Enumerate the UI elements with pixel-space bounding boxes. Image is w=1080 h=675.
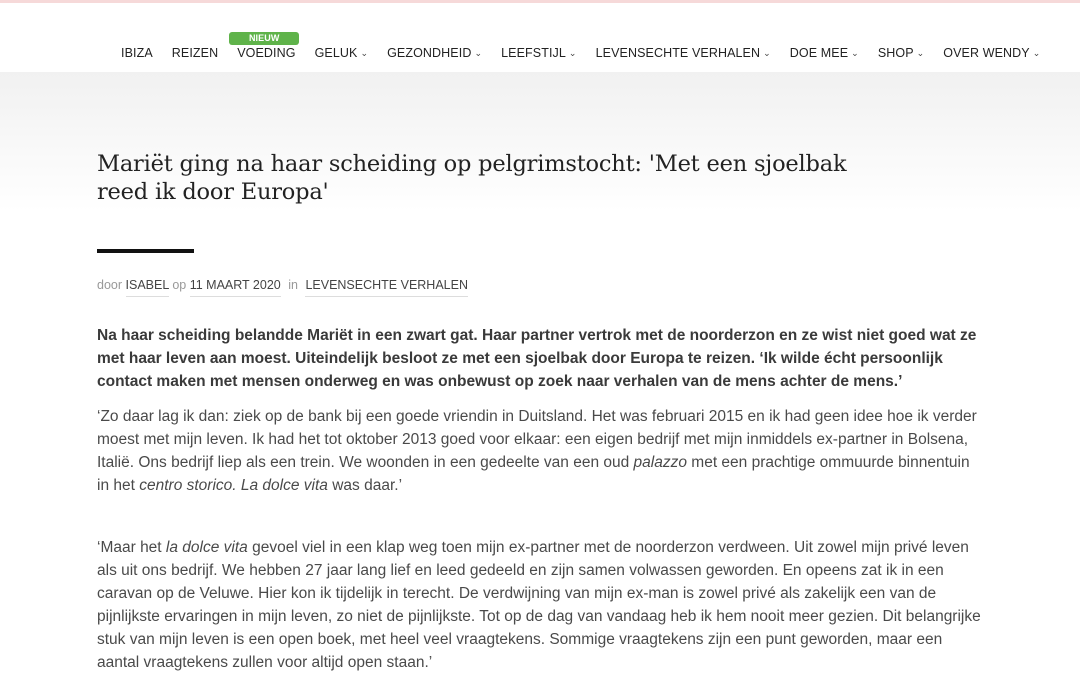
nav-item-levensechte-verhalen[interactable] — [596, 46, 771, 60]
nav-item-gezondheid[interactable] — [387, 46, 482, 60]
nav-label: LEVENSECHTE VERHALEN — [595, 46, 761, 60]
nav-item-shop[interactable] — [878, 46, 924, 60]
nav-label: OVER WENDY — [943, 46, 1030, 60]
chevron-down-icon: ⌄ — [568, 48, 577, 58]
text-segment: met een prachtige ommuurde binnentuin in het — [97, 454, 970, 494]
nav-label: GELUK — [314, 46, 358, 60]
nav-label: GEZONDHEID — [387, 46, 472, 60]
chevron-down-icon: ⌄ — [916, 48, 925, 58]
title-divider — [97, 249, 194, 253]
chevron-down-icon: ⌄ — [360, 48, 369, 58]
nav-item-geluk[interactable] — [315, 46, 369, 60]
meta-in-prefix: in — [288, 278, 298, 292]
chevron-down-icon: ⌄ — [763, 48, 771, 58]
nav-item-leefstijl[interactable] — [501, 46, 576, 60]
italic-text: la dolce vita — [165, 539, 248, 556]
article-lead: Na haar scheiding belandde Mariët in een zwart gat. Haar partner vertrok met de noorderzon en ze wist niet goed wat ze met haar leven aan moest. Uiteindelijk besloot ze met een sjoelbak door Europa te reizen. ‘Ik wilde écht persoonlijk contact maken met mensen onderweg en was onbewust op zoek naar verhalen van de mens achter de mens.’ — [97, 327, 977, 390]
nav-label: IBIZA — [121, 46, 153, 60]
meta-on-prefix: op — [172, 278, 187, 292]
meta-by-prefix: door — [97, 278, 123, 292]
author-link[interactable]: ISABEL — [126, 278, 169, 297]
italic-text: palazzo — [633, 454, 687, 471]
text-segment: gevoel viel in een klap weg toen mijn ex-partner met de noorderzon verdween. Uit zowel mijn privé leven als uit ons bedrijf. We hebben 27 jaar lang lief en leed gedeeld en zijn samen volwassen geworden. En opeens zat ik in een caravan op de Veluwe. Hier kon ik tijdelijk in terecht. De verdwijning van mijn ex-man is zowel privé als zakelijk een van de pijnlijkste ervaringen in mijn leven, zo niet de pijnlijkste. Tot op de dag van vandaag heb ik hem nooit meer gezien. Dit belangrijke stuk van mijn leven is een open boek, met heel veel vraagtekens. Sommige vraagtekens zijn een punt geworden, maar een aantal vraagtekens zullen voor altijd open staan.’ — [97, 539, 981, 671]
date-link[interactable]: 11 MAART 2020 — [190, 278, 281, 297]
nav-item-ibiza[interactable] — [121, 46, 153, 60]
text-segment: ‘Zo daar lag ik dan: ziek op de bank bij een goede vriendin in Duitsland. Het was februari 2015 en ik had geen idee hoe ik verder moest met mijn leven. Ik had het tot oktober 2013 goed voor elkaar: een eigen bedrijf met mijn inmiddels ex-partner in Bolsena, Italië. Ons bedrijf liep als een trein. We woonden in een gedeelte van een oud — [97, 408, 977, 471]
text-segment: was daar.’ — [327, 477, 403, 494]
chevron-down-icon: ⌄ — [1032, 48, 1041, 58]
nav-label: LEEFSTIJL — [501, 46, 566, 60]
nav-item-over-wendy[interactable] — [943, 46, 1040, 60]
main-navigation-bar — [0, 3, 1080, 72]
chevron-down-icon: ⌄ — [474, 48, 483, 58]
article-meta — [97, 278, 468, 292]
nav-label: REIZEN — [171, 46, 219, 60]
nav-label: DOE MEE — [789, 46, 849, 60]
nav-item-reizen[interactable] — [172, 46, 218, 60]
article-body — [97, 324, 982, 674]
chevron-down-icon: ⌄ — [851, 48, 859, 58]
article-paragraph-1 — [97, 405, 982, 497]
italic-text: centro storico. La dolce vita — [139, 477, 328, 494]
text-segment: ‘Maar het — [97, 539, 166, 556]
article-paragraph-2 — [97, 536, 982, 674]
main-menu — [121, 33, 1059, 60]
article-title: Mariët ging na haar scheiding op pelgrimstocht: 'Met een sjoelbak reed ik door Europa' — [97, 151, 847, 205]
category-link[interactable]: LEVENSECHTE VERHALEN — [305, 278, 468, 297]
nav-label: VOEDING — [237, 46, 296, 60]
new-badge: NIEUW — [229, 32, 299, 45]
nav-item-doe-mee[interactable] — [790, 46, 859, 60]
nav-item-voeding[interactable] — [237, 33, 296, 60]
nav-label: SHOP — [877, 46, 914, 60]
